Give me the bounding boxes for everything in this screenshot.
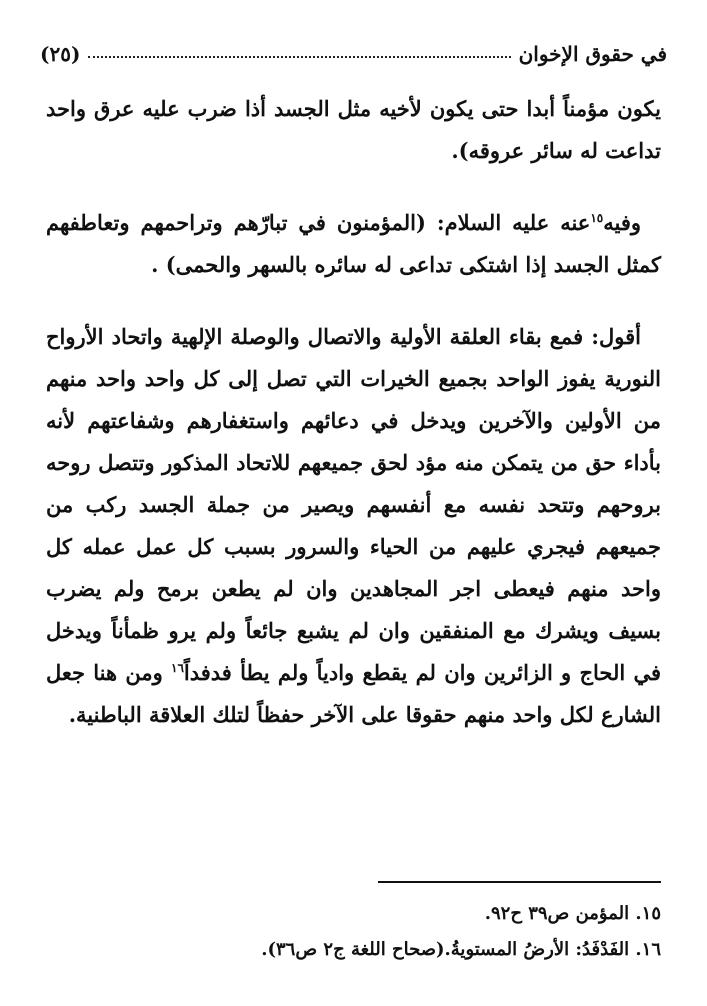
paragraph-2 bbox=[46, 202, 661, 286]
paragraph-2-lead: وفيه bbox=[603, 210, 641, 235]
paragraph-3-lead: أقول: فمع بقاء العلقة الأولية والاتصال والوصلة الإلهية واتحاد الأرواح النورية يفوز الواحد بجميع الخيرات التي تصل إلى كل واحد واحد منهم من الأولين والآخرين ويدخل في دعائهم واستغفارهم وشفاعتهم لأنه بأداء حق من يتمكن منه مؤد لحق جميعهم للاتحاد المذكور وتتصل روحه بروحهم وتتحد نفسه مع أنفسهم ويصير من جملة الجسد ركب من جميعهم فيجري عليهم من الحياء والسرور بسبب كل عمل عمله كل واحد منهم فيعطى اجر المجاهدين وان لم يطعن برمح ولم يضرب بسيف ويشرك مع المنفقين وان لم يشبع جائعاً ولم يرو ظمأناً ويدخل في الحاج و الزائرين وان لم يقطع وادياً ولم يطأ فدفداً bbox=[46, 324, 662, 685]
page-number: (٢٥) bbox=[40, 42, 81, 66]
footnote-marker-16: ١٦ bbox=[171, 661, 184, 675]
paragraph-2-text: عنه عليه السلام: (المؤمنون في تبارّهم وتراحمهم وتعاطفهم كمثل الجسد إذا اشتكى تداعى له سائره بالسهر والحمى) . bbox=[46, 210, 661, 277]
paragraph-3-text: ومن هنا جعل الشارع لكل واحد منهم حقوقا على الآخر حفظاً لتلك العلاقة الباطنية. bbox=[46, 660, 661, 727]
running-header bbox=[40, 32, 667, 66]
paragraph-1-text: يكون مؤمناً أبدا حتى يكون لأخيه مثل الجسد أذا ضرب عليه عرق واحد تداعت له سائر عروقه). bbox=[46, 96, 661, 163]
footnote-16: ١٦. الفَدْفَدُ: الأرضُ المستويةُ.(صحاح اللغة ج٢ ص٣٦). bbox=[261, 939, 661, 960]
paragraph-1 bbox=[46, 88, 661, 172]
running-title: في حقوق الإخوان bbox=[518, 42, 667, 66]
footnote-15: ١٥. المؤمن ص٣٩ ح٩٢. bbox=[484, 903, 661, 924]
footnote-divider bbox=[378, 881, 661, 883]
body-text bbox=[46, 88, 661, 766]
footnotes bbox=[46, 896, 661, 968]
footnote-marker-15: ١٥ bbox=[590, 211, 604, 225]
header-dotted-leader bbox=[88, 55, 510, 58]
paragraph-3 bbox=[46, 316, 661, 736]
